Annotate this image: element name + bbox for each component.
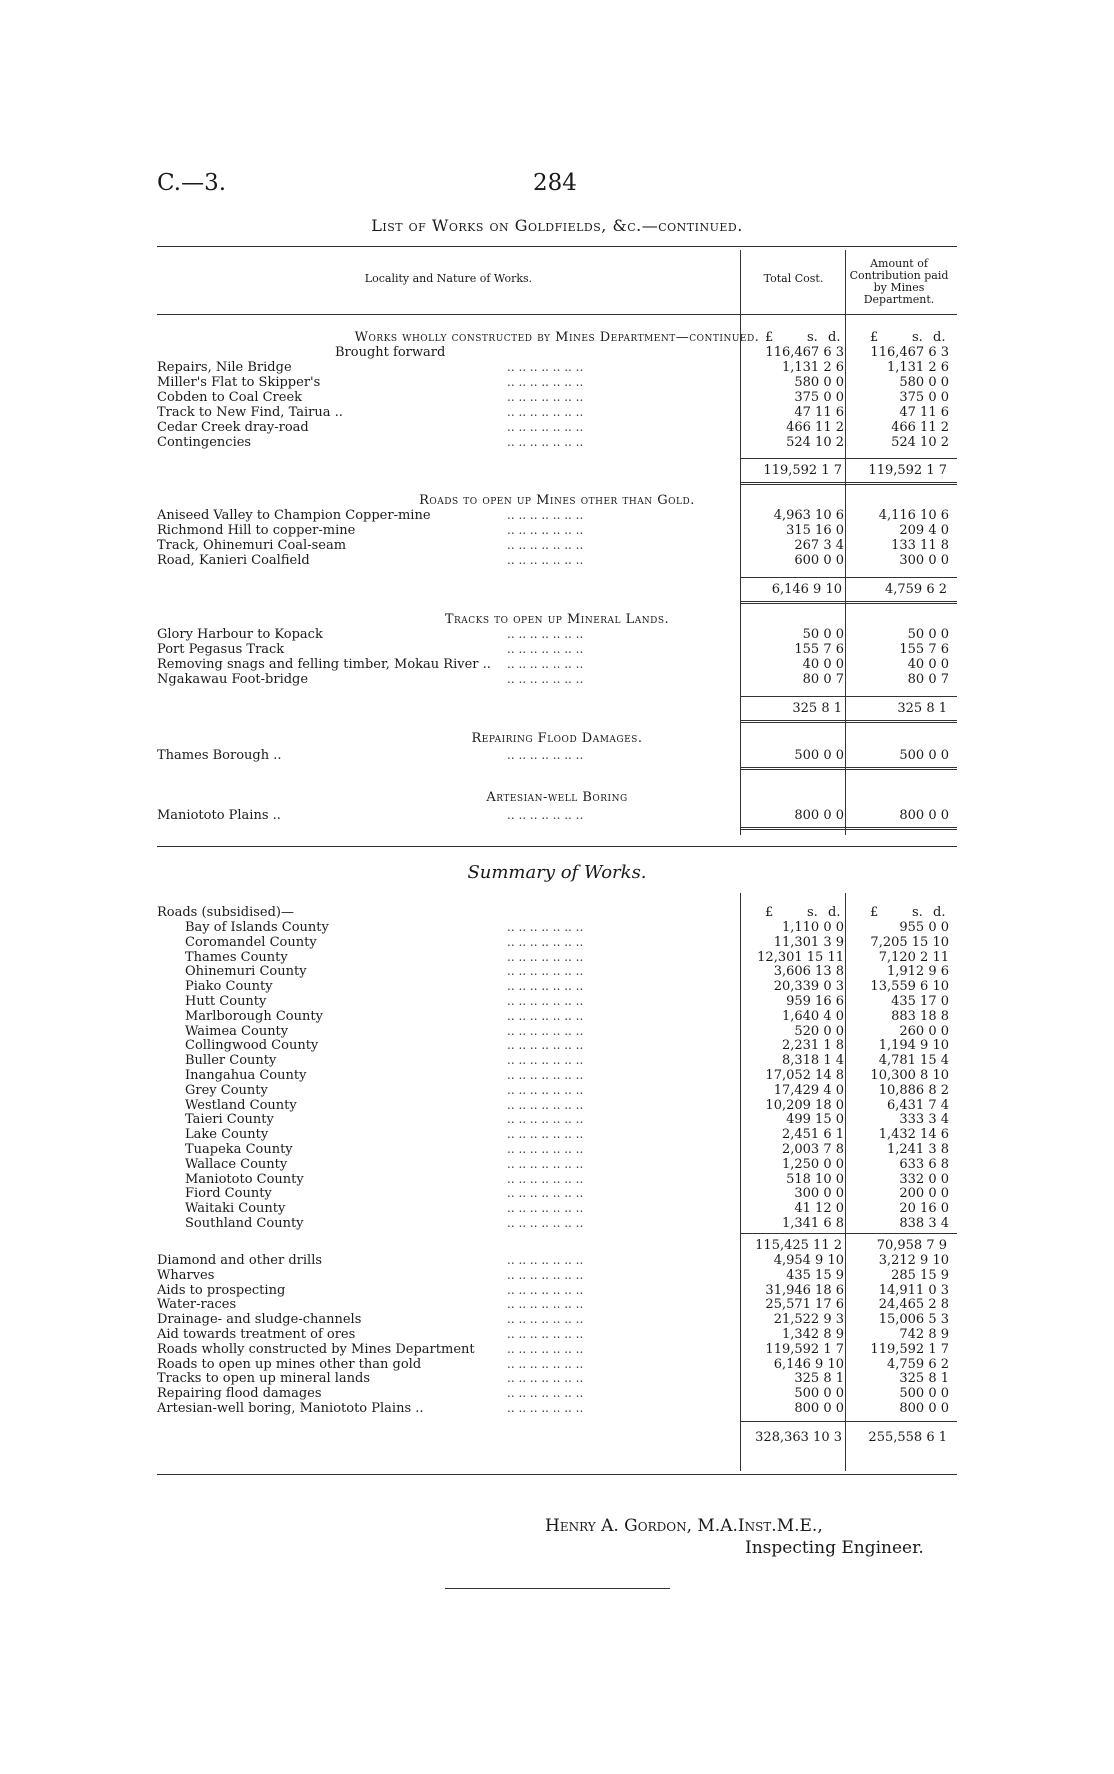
leader-dots: .. .. .. .. .. .. .. [507,1082,584,1097]
row-label: Wharves [157,1267,215,1283]
table-row [157,375,957,390]
leader-dots: .. .. .. .. .. .. .. [507,920,584,934]
flood-double-rule [740,767,957,770]
leader-dots: .. .. .. .. .. .. .. [507,1068,584,1082]
total-cost-cell: 2,451 6 1 [781,1127,844,1143]
leader-dots: .. .. .. .. .. .. .. [507,964,584,979]
row-label: Inangahua County [185,1068,307,1083]
contribution-cell: 580 0 0 [899,375,949,390]
contribution-cell: 10,886 8 2 [878,1082,949,1098]
leader-dots: .. .. .. .. .. .. .. [507,1297,584,1312]
leader-dots: .. .. .. .. .. .. .. [507,1127,584,1142]
leader-dots: .. .. .. .. .. .. .. [507,360,584,374]
table-bottom-rule [157,846,957,847]
works-currency-pounds-0: £ [765,330,774,345]
table-top-rule [157,246,957,247]
row-label: Aniseed Valley to Champion Copper-mine [157,508,431,523]
leader-dots: .. .. .. .. .. .. .. [507,949,584,964]
table-row [157,390,957,405]
table-row [157,360,957,375]
summary-currency-pence-0: d. [828,905,841,920]
roads-other-rule [740,577,957,578]
table-row [157,642,957,657]
row-label: Drainage- and sludge-channels [157,1312,362,1328]
table-row [157,1283,957,1298]
leader-dots: .. .. .. .. .. .. .. [507,1341,584,1356]
row-label: Aids to prospecting [157,1282,286,1298]
total-cost-cell: 518 10 0 [786,1171,844,1187]
row-label: Waimea County [185,1023,289,1039]
leader-dots: .. .. .. .. .. .. .. [507,435,584,449]
total-cost-cell: 40 0 0 [802,657,844,672]
leader-dots: .. .. .. .. .. .. .. [507,1386,584,1401]
contribution-cell: 50 0 0 [907,627,949,642]
summary-currency-pounds-1: £ [870,905,879,920]
total-cost-cell: 267 3 4 [794,538,844,553]
total-cost-cell: 4,954 9 10 [773,1253,844,1268]
row-label: Hutt County [185,994,267,1009]
table-row [157,420,957,435]
table-row [157,979,957,994]
table-row [157,1268,957,1283]
page-number: 284 [533,170,577,196]
row-label: Lake County [185,1127,269,1143]
table-row [157,1327,957,1342]
row-label: Road, Kanieri Coalfield [157,553,310,568]
total-cost-cell: 2,003 7 8 [781,1142,844,1157]
total-cost-cell: 47 11 6 [794,405,844,420]
total-cost-cell: 500 0 0 [794,1386,844,1402]
row-label: Buller County [185,1053,277,1069]
contribution-cell: 1,131 2 6 [886,360,949,375]
leader-dots: .. .. .. .. .. .. .. [507,979,584,994]
table-row [157,1098,957,1113]
leader-dots: .. .. .. .. .. .. .. [507,553,584,567]
table-row [157,538,957,553]
total-cost-cell: 1,342 8 9 [781,1327,844,1342]
total-cost-cell: 1,110 0 0 [781,920,844,935]
leader-dots: .. .. .. .. .. .. .. [507,523,584,537]
works-contribution: 119,592 1 7 [868,463,947,478]
table-row [157,1172,957,1187]
leader-dots: .. .. .. .. .. .. .. [507,1097,584,1112]
table-row [157,1357,957,1372]
table-row [157,1112,957,1127]
leader-dots: .. .. .. .. .. .. .. [507,1267,584,1282]
leader-dots: .. .. .. .. .. .. .. [507,642,584,656]
table-row [157,1216,957,1231]
contribution-cell: 4,759 6 2 [886,1356,949,1372]
table-row [157,920,957,935]
table-row [157,1068,957,1083]
tracks-rule [740,696,957,697]
total-cost-cell: 2,231 1 8 [781,1038,844,1054]
row-label: Aid towards treatment of ores [157,1327,356,1342]
contribution-cell: 40 0 0 [907,657,949,672]
leader-dots: .. .. .. .. .. .. .. [507,405,584,419]
total-cost-cell: 12,301 15 11 [757,949,844,965]
table-row [157,508,957,523]
contribution-cell: 200 0 0 [899,1186,949,1202]
table-row [157,672,957,687]
contribution-cell: 209 4 0 [899,523,949,538]
total-cost-cell: 524 10 2 [786,435,844,450]
table-row [157,1386,957,1401]
summary-title: Summary of Works. [467,862,647,883]
works-total-cost: 119,592 1 7 [763,463,842,478]
contribution-cell: 155 7 6 [899,642,949,657]
row-label: Collingwood County [185,1038,319,1054]
roads-other-total-cost: 6,146 9 10 [771,582,842,597]
contribution-cell: 1,194 9 10 [878,1038,949,1054]
leader-dots: .. .. .. .. .. .. .. [507,1023,584,1038]
total-cost-cell: 155 7 6 [794,642,844,657]
total-cost-cell: 6,146 9 10 [773,1356,844,1372]
total-cost-cell: 4,963 10 6 [773,508,844,523]
table-row [157,1038,957,1053]
leader-dots: .. .. .. .. .. .. .. [507,1401,584,1415]
brought-forward-row [157,345,957,360]
row-label: Roads wholly constructed by Mines Department [157,1341,475,1357]
leader-dots: .. .. .. .. .. .. .. [507,1356,584,1371]
summary-bottom-rule [157,1474,957,1475]
contribution-cell: 15,006 5 3 [878,1312,949,1328]
grand-total-rule [740,1421,957,1422]
roads-other-double-rule [740,601,957,604]
row-label: Southland County [185,1216,304,1231]
total-cost-cell: 315 16 0 [786,523,844,538]
leader-dots: .. .. .. .. .. .. .. [507,808,584,822]
table-row [157,1142,957,1157]
leader-dots: .. .. .. .. .. .. .. [507,1008,584,1023]
row-label: Piako County [185,979,273,995]
row-label: Tracks to open up mineral lands [157,1371,371,1387]
contribution-cell: 7,205 15 10 [870,934,949,950]
grand-total-cost: 328,363 10 3 [755,1430,842,1445]
total-cost-cell: 11,301 3 9 [773,934,844,950]
row-label: Removing snags and felling timber, Mokau River .. [157,657,491,672]
leader-dots: .. .. .. .. .. .. .. [507,1253,584,1267]
total-cost-cell: 800 0 0 [794,1401,844,1416]
total-cost-cell: 20,339 0 3 [773,979,844,995]
row-label: Marlborough County [185,1008,323,1024]
row-label: Fiord County [185,1186,272,1202]
contribution-cell: 883 18 8 [891,1008,949,1024]
table-row [157,1201,957,1216]
section-heading-flood: Repairing Flood Damages. [471,731,643,746]
contribution-cell: 633 6 8 [899,1156,949,1172]
contribution-cell: 333 3 4 [899,1112,949,1128]
contribution-cell: 1,912 9 6 [886,964,949,980]
row-label: Track, Ohinemuri Coal-seam [157,538,347,553]
contribution-cell: 435 17 0 [891,994,949,1009]
row-label: Coromandel County [185,934,317,950]
table-row [157,1053,957,1068]
table-row [157,435,957,450]
table-row [157,523,957,538]
leader-dots: .. .. .. .. .. .. .. [507,375,584,389]
works-currency-pence-0: d. [828,330,841,345]
leader-dots: .. .. .. .. .. .. .. [507,1201,584,1216]
leader-dots: .. .. .. .. .. .. .. [507,1053,584,1068]
row-label: Port Pegasus Track [157,642,285,657]
table-row [157,994,957,1009]
leader-dots: .. .. .. .. .. .. .. [507,994,584,1008]
row-label: Water-races [157,1297,237,1313]
table-row [157,1083,957,1098]
leader-dots: .. .. .. .. .. .. .. [507,1156,584,1171]
total-cost-cell: 80 0 7 [802,672,844,687]
roads-subtotal-rule [740,1233,957,1234]
contribution-cell: 133 11 8 [891,538,949,553]
row-label: Bay of Islands County [185,920,329,935]
leader-dots: .. .. .. .. .. .. .. [507,1171,584,1186]
contribution-cell: 24,465 2 8 [878,1297,949,1313]
contribution-cell: 742 8 9 [899,1327,949,1342]
leader-dots: .. .. .. .. .. .. .. [507,1216,584,1230]
total-cost-cell: 3,606 13 8 [773,964,844,980]
row-label: Ngakawau Foot-bridge [157,672,309,687]
row-label: Ohinemuri County [185,964,307,980]
total-cost-cell: 500 0 0 [794,748,844,763]
table-row [157,1312,957,1327]
leader-dots: .. .. .. .. .. .. .. [507,508,584,522]
works-currency-pence-1: d. [933,330,946,345]
table-row [157,808,957,823]
row-label: Cedar Creek dray-road [157,420,309,435]
total-cost-cell: 1,341 6 8 [781,1216,844,1231]
summary-currency-pounds-0: £ [765,905,774,920]
total-cost-cell: 800 0 0 [794,808,844,823]
leader-dots: .. .. .. .. .. .. .. [507,1327,584,1341]
contribution-cell: 332 0 0 [899,1171,949,1187]
leader-dots: .. .. .. .. .. .. .. [507,538,584,552]
contribution-cell: 80 0 7 [907,672,949,687]
table-row [157,657,957,672]
document-code: C.—3. [157,170,227,196]
row-label: Glory Harbour to Kopack [157,627,323,642]
total-cost-cell: 466 11 2 [786,420,844,435]
contribution-cell: 524 10 2 [891,435,949,450]
section-heading-tracks: Tracks to open up Mineral Lands. [444,612,670,627]
row-label: Maniototo Plains .. [157,808,281,823]
signatory-title: Inspecting Engineer. [745,1538,924,1558]
contribution-cell: 10,300 8 10 [870,1068,949,1083]
column-header-contribution: Amount of Contribution paid by Mines Department. [849,257,949,306]
row-label: Repairing flood damages [157,1386,322,1402]
tracks-double-rule [740,720,957,723]
contribution-cell: 285 15 9 [891,1267,949,1283]
total-cost-cell: 21,522 9 3 [773,1312,844,1328]
works-double-rule [740,482,957,485]
leader-dots: .. .. .. .. .. .. .. [507,1038,584,1053]
works-currency-pounds-1: £ [870,330,879,345]
total-cost-cell: 520 0 0 [794,1023,844,1039]
leader-dots: .. .. .. .. .. .. .. [507,1186,584,1201]
row-label: Waitaki County [185,1201,286,1217]
total-cost-cell: 600 0 0 [794,553,844,568]
row-label: Taieri County [185,1112,274,1128]
contribution-cell: 260 0 0 [899,1023,949,1039]
section-heading-works: Works wholly constructed by Mines Department—continued. [354,330,760,345]
roads-subtotal-contribution: 70,958 7 9 [876,1238,947,1253]
grand-total-contribution: 255,558 6 1 [868,1430,947,1445]
contribution-cell: 466 11 2 [891,420,949,435]
total-cost-cell: 1,640 4 0 [781,1008,844,1024]
row-label: Thames Borough .. [157,748,282,763]
contribution-cell: 4,781 15 4 [878,1053,949,1069]
works-rule [740,458,957,459]
leader-dots: .. .. .. .. .. .. .. [507,1112,584,1127]
row-label: Wallace County [185,1156,288,1172]
summary-currency-shillings-1: s. [912,905,923,920]
leader-dots: .. .. .. .. .. .. .. [507,748,584,762]
row-label: Cobden to Coal Creek [157,390,303,405]
roads-subtotal-total-cost: 115,425 11 2 [755,1238,842,1253]
table-row [157,1157,957,1172]
works-currency-shillings-1: s. [912,330,923,345]
table-row [157,1371,957,1386]
row-label: Artesian-well boring, Maniototo Plains .. [157,1401,424,1416]
total-cost-cell: 375 0 0 [794,390,844,405]
total-cost-cell: 119,592 1 7 [765,1341,844,1357]
page-title: List of Works on Goldfields, &c.—continued. [371,216,743,235]
tracks-total-cost: 325 8 1 [792,701,842,716]
total-cost-cell: 8,318 1 4 [781,1053,844,1069]
row-label: Westland County [185,1097,297,1113]
total-cost-cell: 1,250 0 0 [781,1156,844,1172]
roads-other-contribution: 4,759 6 2 [884,582,947,597]
contribution-cell: 13,559 6 10 [870,979,949,995]
contribution-cell: 116,467 6 3 [870,345,949,360]
contribution-cell: 119,592 1 7 [870,1341,949,1357]
roads-subsidised-heading: Roads (subsidised)— [157,905,294,920]
contribution-cell: 838 3 4 [899,1216,949,1231]
contribution-cell: 955 0 0 [899,920,949,935]
leader-dots: .. .. .. .. .. .. .. [507,1312,584,1327]
leader-dots: .. .. .. .. .. .. .. [507,627,584,641]
contribution-cell: 7,120 2 11 [878,949,949,965]
contribution-cell: 800 0 0 [899,1401,949,1416]
contribution-cell: 800 0 0 [899,808,949,823]
works-currency-shillings-0: s. [807,330,818,345]
total-cost-cell: 25,571 17 6 [765,1297,844,1313]
leader-dots: .. .. .. .. .. .. .. [507,390,584,404]
row-label: Grey County [185,1082,268,1098]
contribution-cell: 3,212 9 10 [878,1253,949,1268]
artesian-double-rule [740,827,957,830]
column-header-total-cost: Total Cost. [763,272,824,285]
summary-currency-pence-1: d. [933,905,946,920]
leader-dots: .. .. .. .. .. .. .. [507,420,584,434]
table-row [157,1186,957,1201]
row-label: Repairs, Nile Bridge [157,360,292,375]
tracks-contribution: 325 8 1 [897,701,947,716]
contribution-cell: 500 0 0 [899,748,949,763]
contribution-cell: 6,431 7 4 [886,1097,949,1113]
contribution-cell: 14,911 0 3 [878,1282,949,1298]
total-cost-cell: 300 0 0 [794,1186,844,1202]
table-row [157,627,957,642]
signatory-name: Henry A. Gordon, M.A.Inst.M.E., [545,1516,823,1536]
table-row [157,1009,957,1024]
total-cost-cell: 41 12 0 [794,1201,844,1217]
contribution-cell: 500 0 0 [899,1386,949,1402]
row-label: Maniototo County [185,1171,304,1187]
table-row [157,1401,957,1416]
leader-dots: .. .. .. .. .. .. .. [507,1282,584,1297]
table-row [157,935,957,950]
contribution-cell: 375 0 0 [899,390,949,405]
total-cost-cell: 499 15 0 [786,1112,844,1128]
table-row [157,1342,957,1357]
table-row [157,950,957,965]
table-row [157,748,957,763]
total-cost-cell: 31,946 18 6 [765,1282,844,1298]
total-cost-cell: 50 0 0 [802,627,844,642]
total-cost-cell: 1,131 2 6 [781,360,844,375]
table-row [157,553,957,568]
contribution-cell: 47 11 6 [899,405,949,420]
contribution-cell: 300 0 0 [899,553,949,568]
table-header-rule [157,314,957,315]
row-label: Roads to open up mines other than gold [157,1356,422,1372]
contribution-cell: 4,116 10 6 [878,508,949,523]
total-cost-cell: 959 16 6 [786,994,844,1009]
leader-dots: .. .. .. .. .. .. .. [507,934,584,949]
row-label: Track to New Find, Tairua .. [157,405,343,420]
row-label: Tuapeka County [185,1142,293,1157]
table-row [157,1024,957,1039]
total-cost-cell: 17,429 4 0 [773,1082,844,1098]
row-label: Richmond Hill to copper-mine [157,523,356,538]
total-cost-cell: 435 15 9 [786,1267,844,1283]
leader-dots: .. .. .. .. .. .. .. [507,1371,584,1386]
total-cost-cell: 10,209 18 0 [765,1097,844,1113]
leader-dots: .. .. .. .. .. .. .. [507,657,584,671]
leader-dots: .. .. .. .. .. .. .. [507,672,584,686]
contribution-cell: 20 16 0 [899,1201,949,1217]
row-label: Contingencies [157,435,252,450]
brought-forward-label: Brought forward [335,345,446,360]
total-cost-cell: 580 0 0 [794,375,844,390]
contribution-cell: 1,241 3 8 [886,1142,949,1157]
table-row [157,405,957,420]
total-cost-cell: 17,052 14 8 [765,1068,844,1083]
row-label: Thames County [185,949,288,965]
summary-currency-shillings-0: s. [807,905,818,920]
section-heading-roads-other: Roads to open up Mines other than Gold. [419,493,695,508]
closing-rule [445,1588,670,1589]
table-row [157,964,957,979]
row-label: Miller's Flat to Skipper's [157,375,321,390]
total-cost-cell: 116,467 6 3 [765,345,844,360]
column-header-locality: Locality and Nature of Works. [364,272,533,285]
section-heading-artesian: Artesian-well Boring [486,790,628,805]
contribution-cell: 325 8 1 [899,1371,949,1387]
leader-dots: .. .. .. .. .. .. .. [507,1142,584,1156]
table-row [157,1127,957,1142]
contribution-cell: 1,432 14 6 [878,1127,949,1143]
table-row [157,1253,957,1268]
table-row [157,1297,957,1312]
row-label: Diamond and other drills [157,1253,323,1268]
total-cost-cell: 325 8 1 [794,1371,844,1387]
